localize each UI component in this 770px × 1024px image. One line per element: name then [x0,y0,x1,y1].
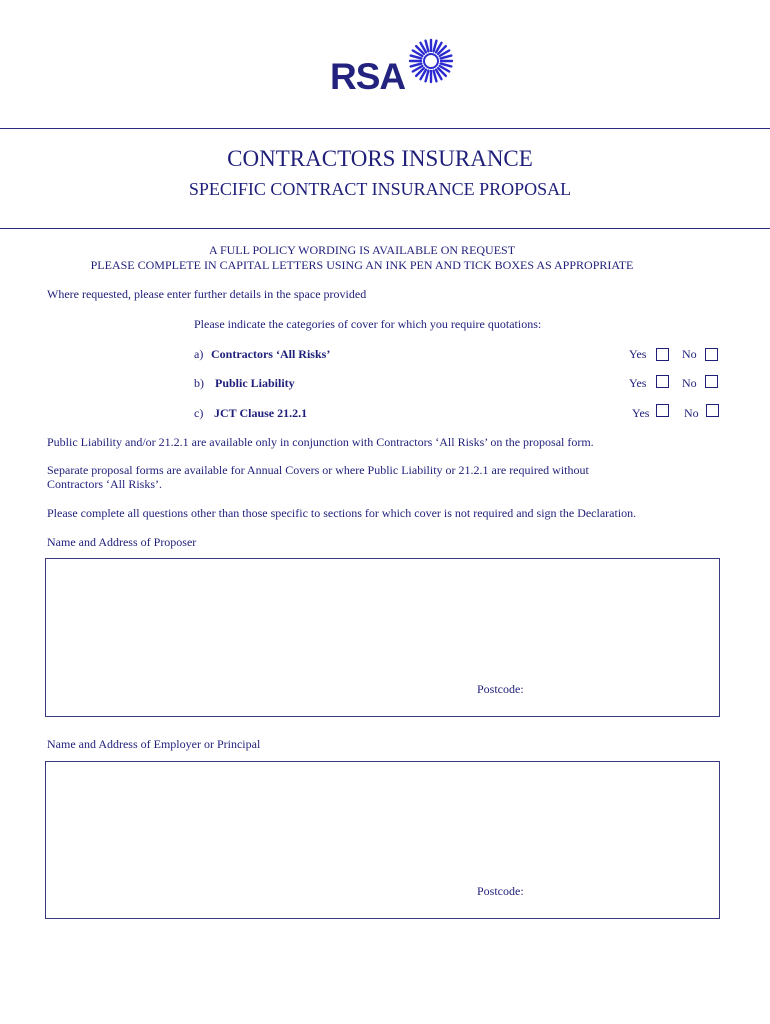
employer-address-field[interactable] [45,761,720,919]
yes-label: Yes [629,347,647,361]
yes-label: Yes [632,406,650,420]
page-subtitle: SPECIFIC CONTRACT INSURANCE PROPOSAL [188,179,572,199]
header-bottom-rule [0,228,770,229]
separate-forms-note-line-1: Separate proposal forms are available for Annual Covers or where Public Liability or 21.2.1 are required without [47,463,589,477]
jct-clause-no-checkbox[interactable] [706,404,719,417]
header-top-rule [0,128,770,129]
logo-text: RSA [330,56,406,97]
no-label: No [682,347,697,361]
separate-forms-note-line-2: Contractors ‘All Risks’. [47,477,162,491]
no-label: No [684,406,699,420]
complete-all-note: Please complete all questions other than those specific to sections for which cover is not required and sign the Declaration. [47,506,637,520]
proposer-address-field[interactable] [45,558,720,717]
employer-label: Name and Address of Employer or Principal [47,737,261,751]
proposer-label: Name and Address of Proposer [47,535,197,549]
option-letter: b) [194,376,204,390]
further-details-instruction: Where requested, please enter further details in the space provided [47,287,367,301]
option-label: Public Liability [215,376,295,390]
contractors-all-risks-no-checkbox[interactable] [705,348,718,361]
categories-prompt: Please indicate the categories of cover for which you require quotations: [194,317,542,331]
option-label: Contractors ‘All Risks’ [211,347,331,361]
public-liability-no-checkbox[interactable] [705,375,718,388]
no-label: No [682,376,697,390]
employer-postcode-label: Postcode: [477,884,524,898]
sun-burst-icon [408,38,454,84]
option-letter: c) [194,406,204,420]
conjunction-note: Public Liability and/or 21.2.1 are available only in conjunction with Contractors ‘All Risks’ on the proposal form. [47,435,594,449]
notice-line-2: PLEASE COMPLETE IN CAPITAL LETTERS USING AN INK PEN AND TICK BOXES AS APPROPRIATE [90,258,634,272]
option-label: JCT Clause 21.2.1 [214,406,308,420]
public-liability-yes-checkbox[interactable] [656,375,669,388]
contractors-all-risks-yes-checkbox[interactable] [656,348,669,361]
proposer-postcode-label: Postcode: [477,682,524,696]
option-letter: a) [194,347,204,361]
notice-line-1: A FULL POLICY WORDING IS AVAILABLE ON REQUEST [208,243,516,257]
yes-label: Yes [629,376,647,390]
jct-clause-yes-checkbox[interactable] [656,404,669,417]
page-title: CONTRACTORS INSURANCE [227,146,533,171]
